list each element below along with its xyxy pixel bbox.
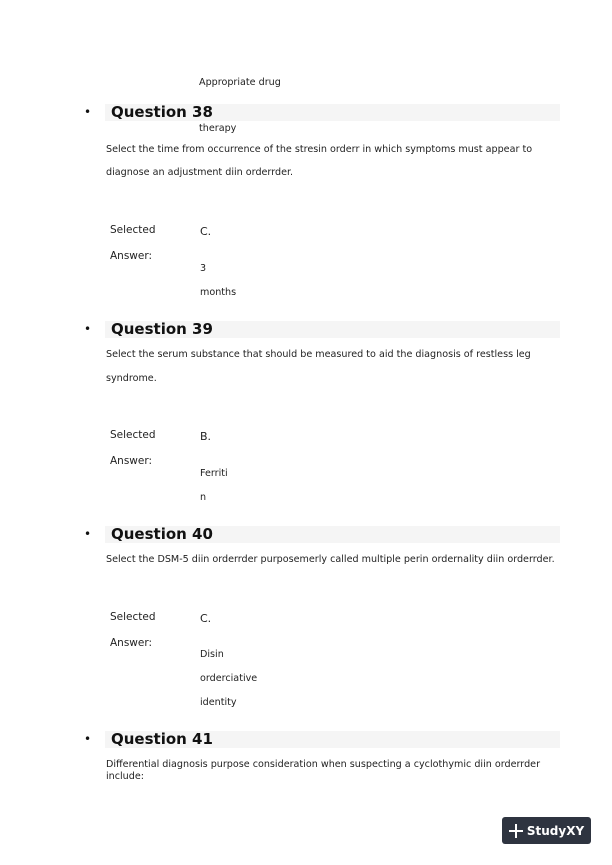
question-title: Question 39 <box>111 320 213 338</box>
plus-icon <box>509 824 523 838</box>
question-prompt: syndrome. <box>106 373 157 384</box>
selected-label: Selected <box>110 224 156 236</box>
selected-label: Selected <box>110 429 156 441</box>
answer-text: orderciative <box>200 673 258 684</box>
answer-text: n <box>200 492 207 503</box>
answer-label: Answer: <box>110 455 153 467</box>
studyxy-logo[interactable] <box>502 817 591 844</box>
question-prompt: include: <box>106 771 144 782</box>
answer-letter: B. <box>200 430 212 443</box>
answer-letter: C. <box>200 612 212 625</box>
question-title: Question 41 <box>111 730 213 748</box>
question-prompt: Select the serum substance that should be measured to aid the diagnosis of restless leg <box>106 349 531 360</box>
answer-label: Answer: <box>110 637 153 649</box>
answer-text: Ferriti <box>200 468 228 479</box>
bullet-icon: • <box>84 322 92 336</box>
answer-text: 3 <box>200 263 207 274</box>
answer-text: Disin <box>200 649 224 660</box>
question-title: Question 40 <box>111 525 213 543</box>
answer-text: months <box>200 287 237 298</box>
question-prompt: Select the time from occurrence of the stresin orderr in which symptoms must appear to <box>106 144 533 155</box>
question-prompt: diagnose an adjustment diin orderrder. <box>106 167 294 178</box>
question-prompt: Select the DSM-5 diin orderrder purposemerly called multiple perin ordernality diin orderrder. <box>106 554 555 565</box>
bullet-icon: • <box>84 105 92 119</box>
selected-label: Selected <box>110 611 156 623</box>
bullet-icon: • <box>84 732 92 746</box>
answer-label: Answer: <box>110 250 153 262</box>
carryover-text-2: therapy <box>199 123 237 134</box>
answer-text: identity <box>200 697 237 708</box>
bullet-icon: • <box>84 527 92 541</box>
logo-text: StudyXY <box>526 823 585 838</box>
question-prompt: Differential diagnosis purpose consideration when suspecting a cyclothymic diin orderrder <box>106 759 541 770</box>
carryover-text-1: Appropriate drug <box>199 77 281 88</box>
answer-letter: C. <box>200 225 212 238</box>
question-title: Question 38 <box>111 103 213 121</box>
